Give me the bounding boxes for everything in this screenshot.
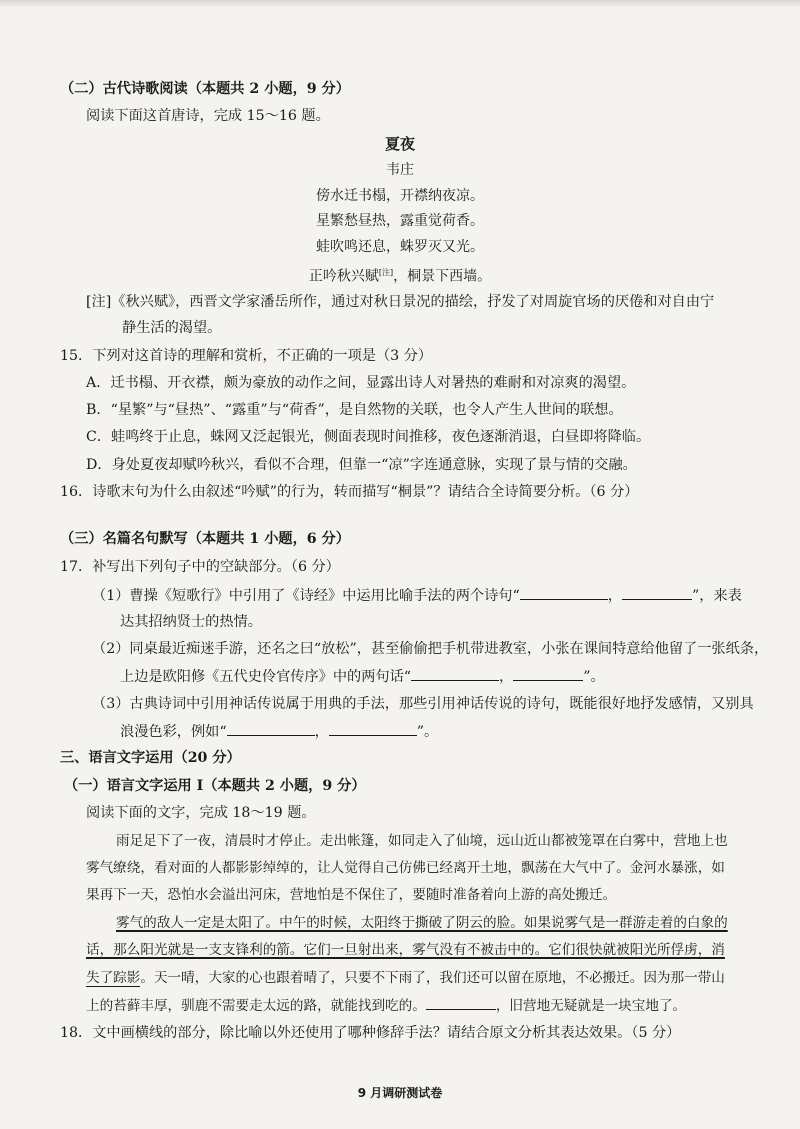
q17-blank-5[interactable] xyxy=(227,721,315,736)
q17-part2-end: ”。 xyxy=(583,669,605,685)
q17-part3-end: ”。 xyxy=(416,724,439,740)
q17-part1-end: ”，来表 xyxy=(691,588,742,604)
poem-line-1: 傍水迁书榻，开襟纳夜凉。 xyxy=(316,188,484,204)
q17-part2-text: 上边是欧阳修《五代史伶官传序》中的两句话“ xyxy=(120,669,412,685)
q15-option-c: C．蛙鸣终于止息，蛛网又泛起银光，侧面表现时间推移，夜色逐渐消退，白昼即将降临。 xyxy=(86,429,651,445)
passage-line-6-underlined: 失了踪影 xyxy=(86,970,141,986)
poem-line-2: 星繁愁昼热，露重觉荷香。 xyxy=(316,213,484,229)
q18-stem: 18．文中画横线的部分，除比喻以外还使用了哪种修辞手法？请结合原文分析其表达效果。（5 分） xyxy=(60,1025,681,1041)
poem-line-4-pre: 正吟秋兴赋 xyxy=(308,268,379,285)
poem-line-4-post: ，桐景下西墙。 xyxy=(393,268,492,285)
poem-line-4 xyxy=(0,263,800,287)
part3-subheader: （一）语言文字运用 I（本题共 2 小题，9 分） xyxy=(64,778,366,794)
poem-author: 韦庄 xyxy=(386,162,414,178)
q17-part1-sep: ， xyxy=(607,588,622,604)
poem-footnote-mark: [注] xyxy=(378,268,394,277)
q15-option-b: B．“星繁”与“昼热”、“露重”与“荷香”，是自然物的关联，也令人产生人世间的联想。 xyxy=(86,402,623,418)
passage-line-1: 雨足足下了一夜，清晨时才停止。走出帐篷，如同走入了仙境，远山近山都被笼罩在白雾中，营地上也 xyxy=(116,833,728,849)
scan-edge xyxy=(0,0,800,8)
page-footer: 9 月调研测试卷 xyxy=(357,1086,443,1100)
q17-part1-line2: 达其招纳贤士的热情。 xyxy=(120,614,262,630)
passage-line-6-rest: 。天一晴，大家的心也跟着晴了，只要不下雨了，我们还可以留在原地，不必搬迁。因为那一带山 xyxy=(140,970,725,986)
passage-line-7-pre: 上的苔藓丰厚，驯鹿不需要走太远的路，就能找到吃的。 xyxy=(86,998,426,1014)
passage-line-4: 雾气的敌人一定是太阳了。中午的时候，太阳终于撕破了阴云的脸。如果说雾气是一群游走着的白象的 xyxy=(116,915,728,931)
q17-stem: 17．补写出下列句子中的空缺部分。（6 分） xyxy=(60,559,340,575)
q17-part1-text: （1）曹操《短歌行》中引用了《诗经》中运用比喻手法的两个诗句“ xyxy=(92,588,520,604)
q16-stem: 16．诗歌末句为什么由叙述“吟赋”的行为，转而描写“桐景”？请结合全诗简要分析。（6 分） xyxy=(60,484,639,500)
q17-part2-sep: ， xyxy=(499,669,514,685)
passage-line-7-post: ，旧营地无疑就是一块宝地了。 xyxy=(495,998,687,1014)
q17-part2-line1: （2）同桌最近痴迷手游，还名之曰“放松”，甚至偷偷把手机带进教室，小张在课间特意给他留了一张纸条， xyxy=(92,641,769,657)
part3-instruction: 阅读下面的文字，完成 18～19 题。 xyxy=(86,805,316,821)
passage-line-2: 雾气缭绕，看对面的人都影影绰绰的，让人觉得自己仿佛已经离开土地，飘荡在大气中了。金河水暴涨，如 xyxy=(86,860,725,876)
passage-line-5: 话，那么阳光就是一支支锋利的箭。它们一旦射出来，雾气没有不被击中的。它们很快就被阳光所俘虏，消 xyxy=(86,942,725,958)
q17-part3-text: 浪漫色彩，例如“ xyxy=(120,724,227,740)
q17-blank-3[interactable] xyxy=(411,666,499,681)
passage-line-3: 果再下一天，恐怕水会溢出河床，营地怕是不保住了，要随时准备着向上游的高处搬迁。 xyxy=(86,887,617,903)
q17-part3-line1: （3）古典诗词中引用神话传说属于用典的手法，那些引用神话传说的诗句，既能很好地抒发感情，又别具 xyxy=(92,696,754,712)
q15-option-d: D．身处夏夜却赋吟秋兴，看似不合理，但靠一“凉”字连通意脉，实现了景与情的交融。 xyxy=(86,457,637,473)
poem-note-line-2: 静生活的渴望。 xyxy=(122,320,222,336)
poem-note-line-1: [注]《秋兴赋》，西晋文学家潘岳所作，通过对秋日景况的描绘，抒发了对周旋官场的厌倦和对自由宁 xyxy=(86,294,715,310)
q17-part3-line2 xyxy=(120,721,438,742)
q17-part2-line2 xyxy=(120,666,605,687)
passage-line-6 xyxy=(86,968,725,988)
passage-line-7 xyxy=(86,995,686,1016)
poem-title: 夏夜 xyxy=(384,135,415,153)
part3-header: 三、语言文字运用（20 分） xyxy=(60,750,241,766)
section2-instruction: 阅读下面这首唐诗，完成 15～16 题。 xyxy=(86,108,330,124)
q17-part3-sep: ， xyxy=(314,724,329,740)
q17-blank-4[interactable] xyxy=(513,666,583,681)
section2-header: （二）古代诗歌阅读（本题共 2 小题，9 分） xyxy=(60,81,350,97)
q15-stem: 15．下列对这首诗的理解和赏析，不正确的一项是（3 分） xyxy=(60,348,433,364)
q17-blank-2[interactable] xyxy=(622,585,692,600)
poem-line-3: 蛙吹鸣还息，蛛罗灭又光。 xyxy=(316,239,484,255)
passage-blank[interactable] xyxy=(426,995,496,1010)
q17-blank-6[interactable] xyxy=(329,721,417,736)
q15-option-a: A．迁书榻、开衣襟，颇为豪放的动作之间，显露出诗人对暑热的难耐和对凉爽的渴望。 xyxy=(86,375,636,391)
section3-header: （三）名篇名句默写（本题共 1 小题，6 分） xyxy=(60,531,350,547)
q17-part1-line1 xyxy=(92,585,742,606)
q17-blank-1[interactable] xyxy=(520,585,608,600)
